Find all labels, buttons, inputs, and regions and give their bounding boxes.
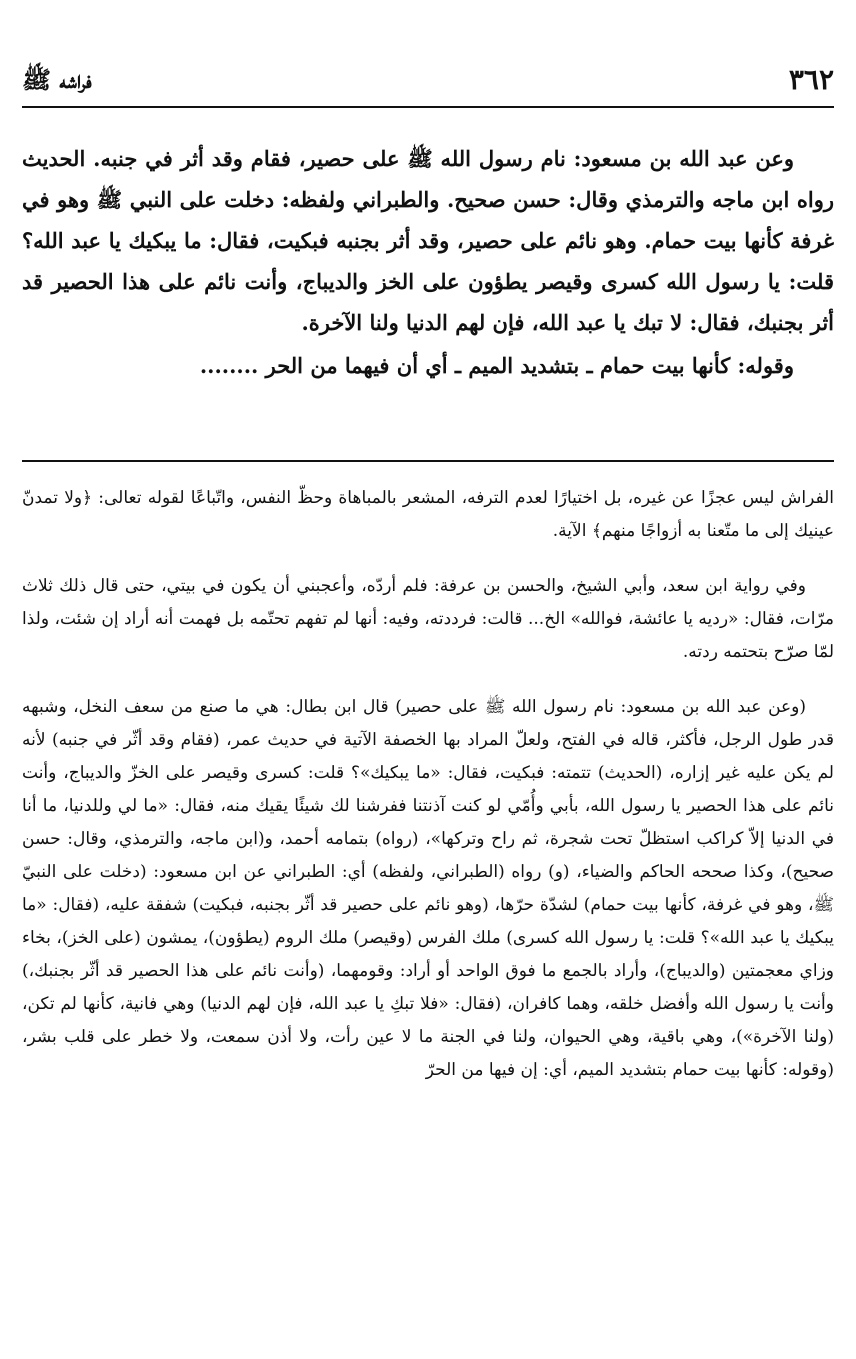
commentary-paragraph-3: (وعن عبد الله بن مسعود: نام رسول الله ﷺ على حصير) قال ابن بطال: هي ما صنع من سعف النخل، وشبهه قدر طول الرجل، فأكثر، قاله في الفتح، ولعلّ المراد بها الخصفة الآتية في حديث عمر، (فقام وقد أثّر في جنبه) لأنه لم يكن عليه غير إزاره، (الحديث) تتمته: فبكيت، فقال: «ما يبكيك»؟ قلت: كسرى وقيصر على الخزّ والديباج، وأنت نائم على هذا الحصير يا رسول الله، بأبي وأُمّي لو كنت آذنتنا ففرشنا لك شيئًا يقيك منه، فقال: «ما لي وللدنيا، ما أنا في الدنيا إلاّ كراكب استظلّ تحت شجرة، ثم راح وتركها»، (رواه) بتمامه أحمد، و(ابن ماجه، والترمذي، وقال: حسن صحيح)، وكذا صححه الحاكم والضياء، (و) رواه (الطبراني، ولفظه) أي: الطبراني عن ابن مسعود: (دخلت على النبيّ ﷺ، وهو في غرفة، كأنها بيت حمام) لشدّة حرّها، (وهو نائم على حصير قد أثّر بجنبه، فبكيت) شفقة عليه، (فقال: «ما يبكيك يا عبد الله»؟ قلت: يا رسول الله كسرى) ملك الفرس (وقيصر) ملك الروم (يطؤون)، يمشون (على الخز)، بخاء وزاي معجمتين (والديباج)، وأراد بالجمع ما فوق الواحد أو أراد: وقومهما، (وأنت نائم على هذا الحصير قد أثّر بجنبك،) وأنت يا رسول الله وأفضل خلقه، وهما كافران، (فقال: «فلا تبكِ يا عبد الله، فإن لهم الدنيا) وهي فانية، كأنها لم تكن، (ولنا الآخرة»)، وهي باقية، وهي الحيوان، ولنا في الجنة ما لا عين رأت، ولا أذن سمعت، ولا خطر على قلب بشر، (وقوله: كأنها بيت حمام بتشديد الميم، أي: إن فيها من الحرّ [22, 697, 834, 1080]
document-page [22, 0, 834, 1359]
hadith-text-block [22, 138, 834, 386]
section-divider [22, 460, 834, 462]
page-number: ٣٦٢ [788, 63, 834, 96]
commentary-block [22, 482, 834, 1087]
commentary-paragraph-2: وفي رواية ابن سعد، وأبي الشيخ، والحسن بن عرفة: فلم أردّه، وأعجبني أن يكون في بيتي، حتى قال ذلك ثلاث مرّات، فقال: «رديه يا عائشة، فوالله» الخ... قالت: فرددته، وفيه: أنها لم تفهم تحتّمه بل فهمت أنه أراد إن شئت، ولذا لمّا صرّح بتحتمه ردته. [22, 576, 834, 662]
hadith-paragraph: وعن عبد الله بن مسعود: نام رسول الله ﷺ على حصير، فقام وقد أثر في جنبه. الحديث رواه ابن ماجه والترمذي وقال: حسن صحيح. والطبراني ولفظه: دخلت على النبي ﷺ وهو في غرفة كأنها بيت حمام. وهو نائم على حصير، وقد أثر بجنبه فبكيت، فقال: ما يبكيك يا عبد الله؟ قلت: يا رسول الله كسرى وقيصر يطؤون على الخز والديباج، وأنت نائم على هذا الحصير قد أثر بجنبك، فقال: لا تبك يا عبد الله، فإن لهم الدنيا ولنا الآخرة. [22, 146, 834, 335]
commentary-paragraph-1: الفراش ليس عجزًا عن غيره، بل اختيارًا لعدم الترفه، المشعر بالمباهاة وحظّ النفس، واتّباعًا لقوله تعالى: ﴿ولا تمدنّ عينيك إلى ما متّعنا به أزواجًا منهم﴾ الآية. [22, 488, 834, 541]
header-divider [22, 106, 834, 108]
page-header [22, 62, 834, 102]
running-title: فراشه ﷺ [22, 65, 92, 94]
hadith-footnote-line: وقوله: كأنها بيت حمام ـ بتشديد الميم ـ أي أن فيهما من الحر ........ [199, 353, 794, 378]
